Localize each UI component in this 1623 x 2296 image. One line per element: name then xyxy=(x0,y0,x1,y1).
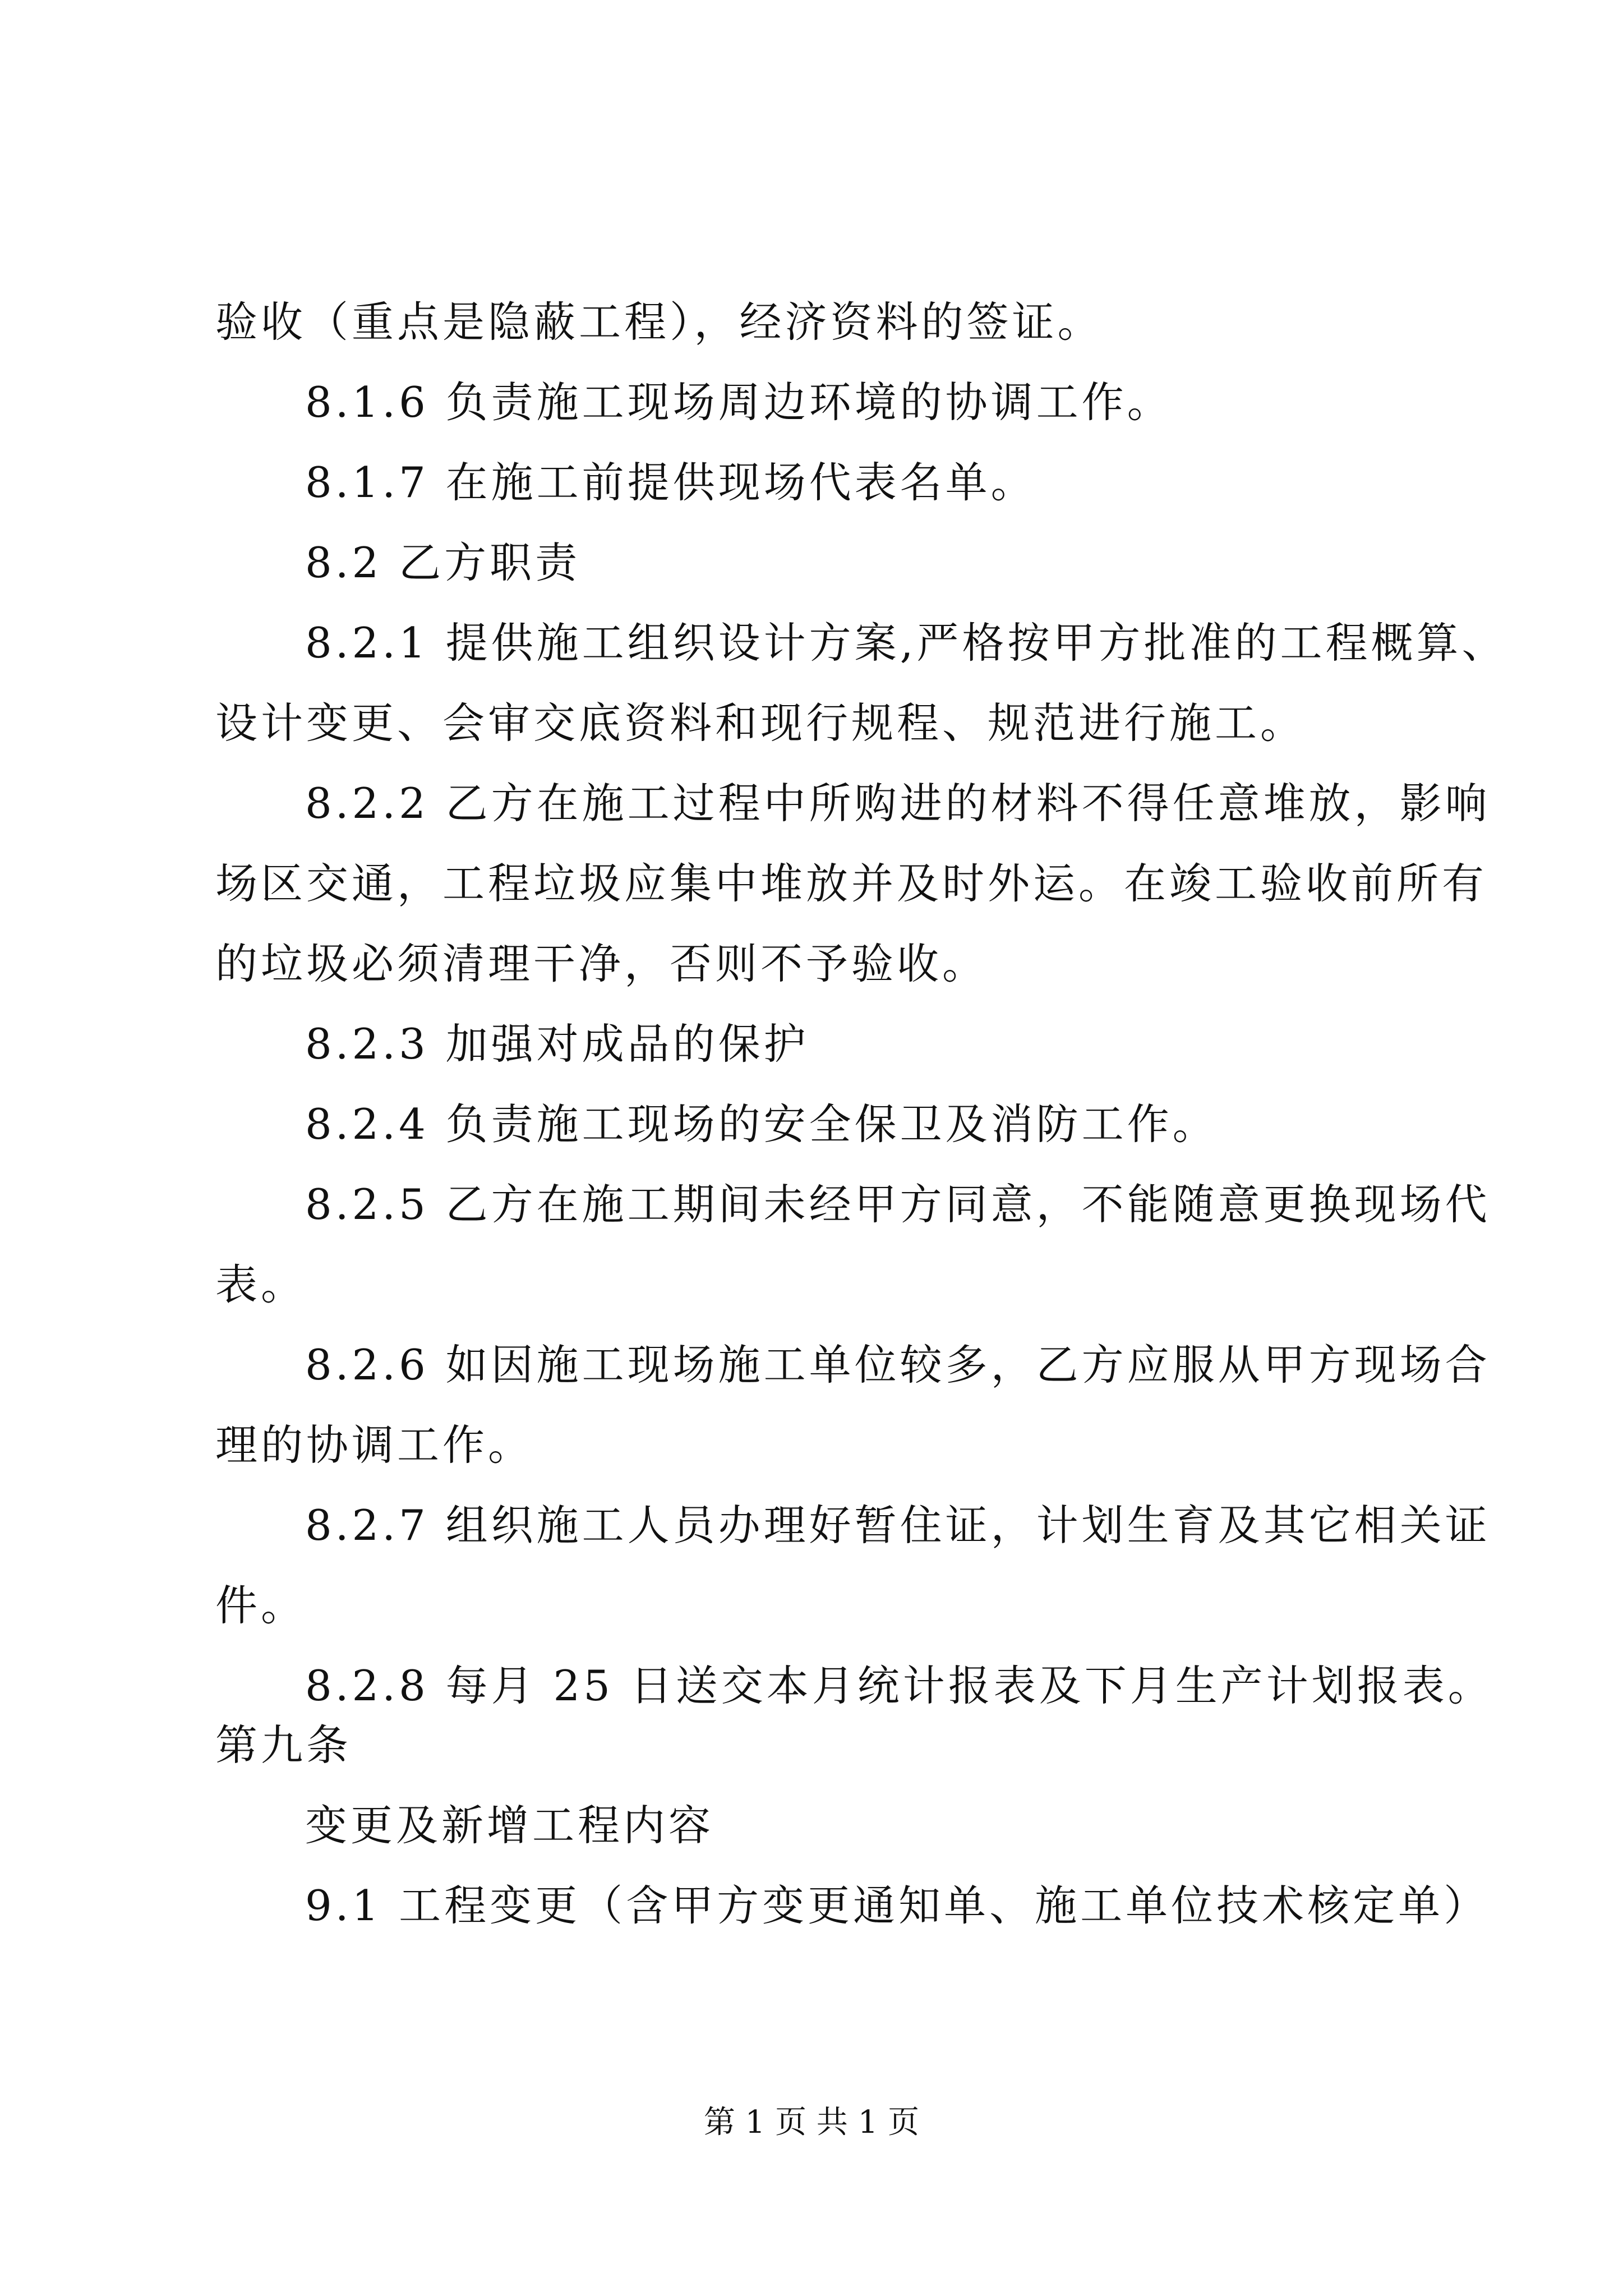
document-body xyxy=(215,297,1507,1930)
section-heading: 8.2 乙方职责 xyxy=(305,538,581,587)
text-line: 8.2.4 负责施工现场的安全保卫及消防工作。 xyxy=(305,1099,1218,1149)
text-line: 8.2.3 加强对成品的保护 xyxy=(305,1019,809,1069)
text-line: 8.2.8 每月 25 日送交本月统计报表及下月生产计划报表。 xyxy=(305,1661,1493,1710)
text-line: 8.1.6 负责施工现场周边环境的协调工作。 xyxy=(305,378,1173,427)
text-line: 理的协调工作。 xyxy=(215,1420,534,1470)
text-line: 表。 xyxy=(215,1260,307,1309)
article-heading: 第九条 xyxy=(215,1720,352,1770)
text-line: 8.1.7 在施工前提供现场代表名单。 xyxy=(305,458,1036,507)
text-line: 8.2.5 乙方在施工期间未经甲方同意，不能随意更换现场代 xyxy=(305,1180,1491,1229)
text-line: 验收（重点是隐蔽工程），经济资料的签证。 xyxy=(215,297,1103,347)
text-line: 8.2.2 乙方在施工过程中所购进的材料不得任意堆放，影响 xyxy=(305,779,1491,828)
page-footer: 第 1 页 共 1 页 xyxy=(703,2104,920,2141)
text-line: 8.2.6 如因施工现场施工单位较多，乙方应服从甲方现场合 xyxy=(305,1340,1491,1389)
text-line: 件。 xyxy=(215,1581,307,1630)
text-line: 场区交通，工程垃圾应集中堆放并及时外运。在竣工验收前所有 xyxy=(215,859,1488,908)
text-line: 9.1 工程变更（含甲方变更通知单、施工单位技术核定单） xyxy=(305,1881,1490,1930)
text-line: 8.2.7 组织施工人员办理好暂住证，计划生育及其它相关证 xyxy=(305,1501,1491,1550)
text-line: 设计变更、会审交底资料和现行规程、规范进行施工。 xyxy=(215,698,1306,748)
article-subheading: 变更及新增工程内容 xyxy=(305,1801,714,1850)
text-line: 8.2.1 提供施工组织设计方案,严格按甲方批准的工程概算、 xyxy=(305,618,1507,668)
text-line: 的垃圾必须清理干净，否则不予验收。 xyxy=(215,939,988,988)
